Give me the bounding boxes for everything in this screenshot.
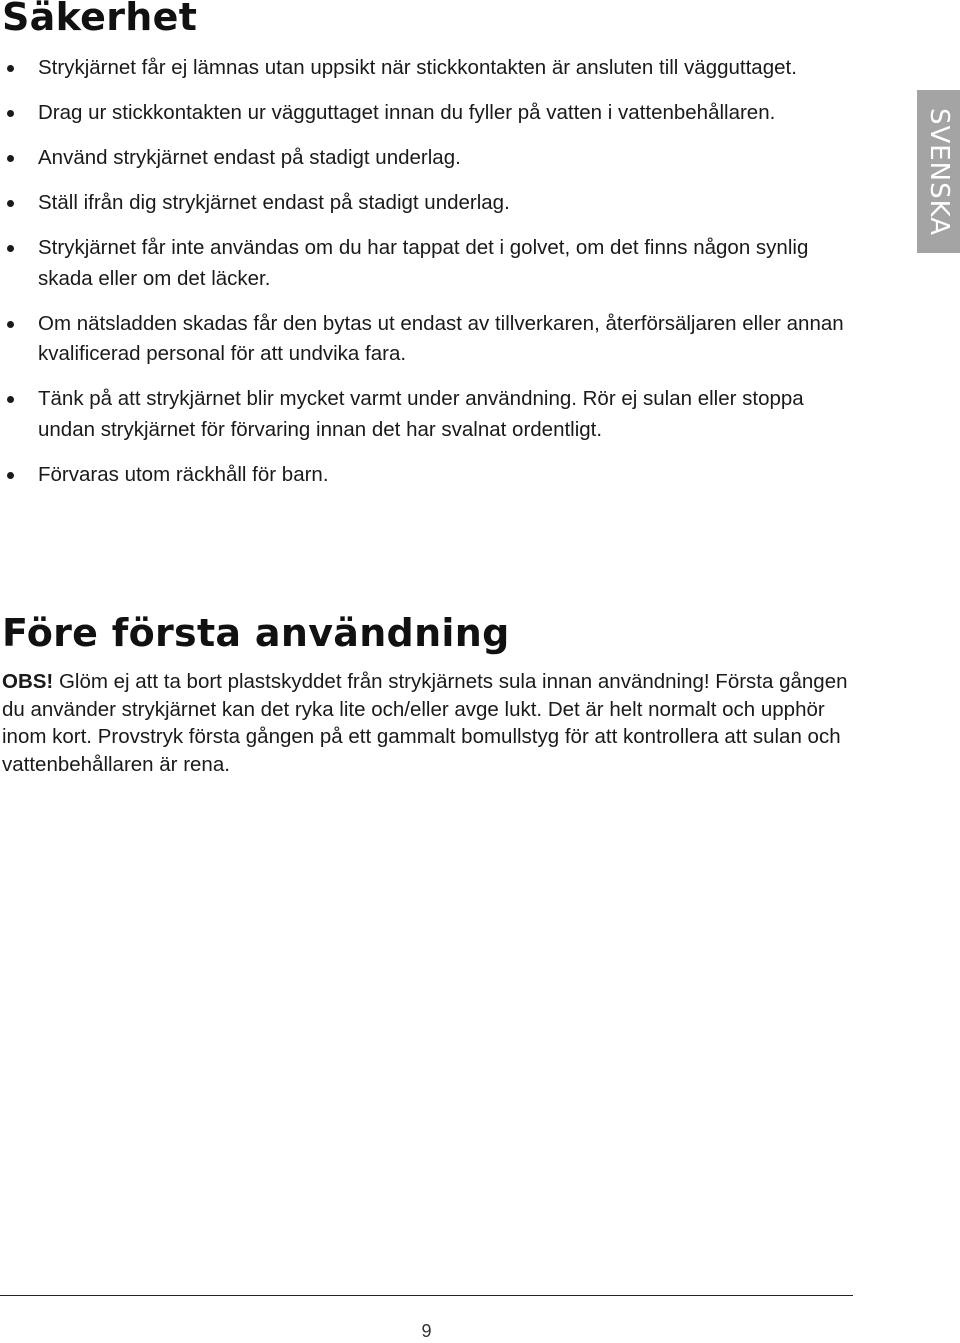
bullet-icon bbox=[7, 200, 14, 207]
bullet-icon bbox=[7, 321, 14, 328]
list-item-text: Ställ ifrån dig strykjärnet endast på stadigt underlag. bbox=[38, 191, 510, 214]
bullet-icon bbox=[7, 396, 14, 403]
list-item bbox=[0, 384, 860, 445]
list-item-text: Strykjärnet får ej lämnas utan uppsikt när stickkontakten är ansluten till vägguttaget. bbox=[38, 56, 797, 79]
list-item-text: Om nätsladden skadas får den bytas ut endast av tillverkaren, återförsäljaren eller annan kvalificerad personal för att undvika fara. bbox=[38, 311, 844, 365]
safety-bullet-list bbox=[0, 53, 860, 505]
list-item-text: Strykjärnet får inte användas om du har tappat det i golvet, om det finns någon synlig skada eller om det läcker. bbox=[38, 236, 809, 290]
page-number: 9 bbox=[421, 1321, 432, 1341]
list-item bbox=[0, 460, 860, 491]
list-item-text: Använd strykjärnet endast på stadigt underlag. bbox=[38, 146, 461, 169]
bullet-icon bbox=[7, 245, 14, 252]
first-use-paragraph bbox=[2, 668, 852, 778]
list-item-text: Drag ur stickkontakten ur vägguttaget innan du fyller på vatten i vattenbehållaren. bbox=[38, 101, 776, 124]
note-text: Glöm ej att ta bort plastskyddet från strykjärnets sula innan användning! Första gången du använder strykjärnet kan det ryka lite och/eller avge lukt. Det är helt normalt och upphör inom kort. Provstryk första gången på ett gammalt bomullstyg för att kontrollera att sulan och vattenbehållaren är rena. bbox=[2, 670, 848, 776]
list-item-text: Tänk på att strykjärnet blir mycket varmt under användning. Rör ej sulan eller stoppa undan strykjärnet för förvaring innan det har svalnat ordentligt. bbox=[38, 387, 804, 441]
section-title-before-first-use: Före första användning bbox=[2, 611, 510, 655]
list-item bbox=[0, 188, 860, 219]
section-title-safety: Säkerhet bbox=[2, 0, 198, 39]
footer-divider bbox=[0, 1295, 853, 1296]
list-item bbox=[0, 143, 860, 174]
bullet-icon bbox=[7, 155, 14, 162]
list-item-text: Förvaras utom räckhåll för barn. bbox=[38, 462, 329, 486]
bullet-icon bbox=[7, 65, 14, 72]
list-item bbox=[0, 53, 860, 84]
note-label: OBS! bbox=[2, 670, 54, 693]
bullet-icon bbox=[7, 110, 14, 117]
list-item bbox=[0, 233, 860, 294]
language-side-tab bbox=[917, 90, 960, 253]
list-item bbox=[0, 309, 860, 370]
language-label: SVENSKA bbox=[923, 107, 954, 236]
list-item bbox=[0, 98, 860, 129]
bullet-icon bbox=[7, 472, 14, 479]
